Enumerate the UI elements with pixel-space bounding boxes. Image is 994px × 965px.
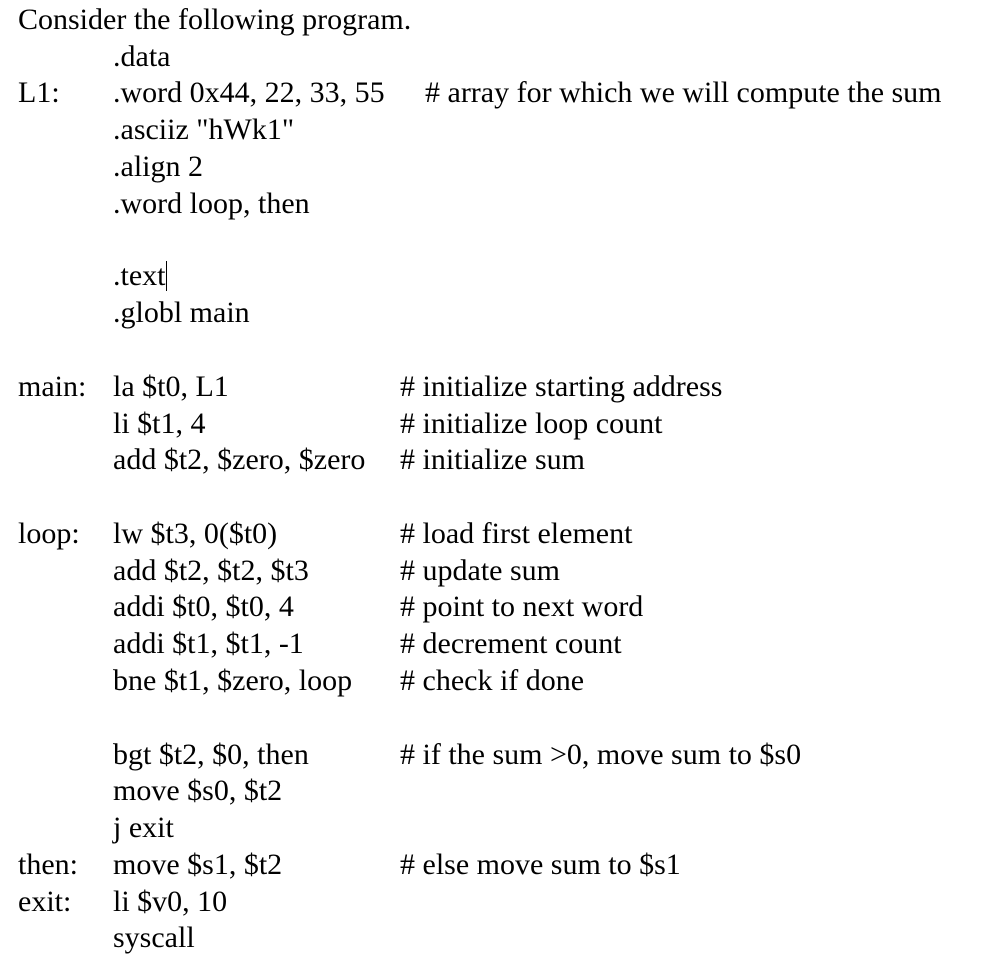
bgt-code: bgt $t2, $0, then	[113, 738, 309, 771]
move-s0-code: move $s0, $t2	[113, 774, 283, 807]
li-v0-code: li $v0, 10	[113, 885, 228, 918]
add-sum-comment: # update sum	[400, 554, 560, 587]
main-code: la $t0, L1	[113, 370, 229, 403]
l1-code: .word 0x44, 22, 33, 55	[113, 76, 385, 109]
j-exit-code: j exit	[113, 811, 174, 844]
l1-label: L1:	[18, 76, 60, 109]
add-sum-code: add $t2, $t2, $t3	[113, 554, 309, 587]
text-cursor	[166, 261, 168, 291]
addi-t0-code: addi $t0, $t0, 4	[113, 590, 294, 623]
main-comment: # initialize starting address	[400, 370, 723, 403]
move-s1-comment: # else move sum to $s1	[400, 848, 681, 881]
addi-t1-comment: # decrement count	[400, 627, 622, 660]
globl-line: .globl main	[113, 296, 250, 329]
intro-text: Consider the following program.	[18, 3, 412, 36]
li-t1-code: li $t1, 4	[113, 407, 206, 440]
addi-t0-comment: # point to next word	[400, 590, 644, 623]
add-t2-code: add $t2, $zero, $zero	[113, 443, 366, 476]
then-label: then:	[18, 848, 78, 881]
bne-code: bne $t1, $zero, loop	[113, 664, 353, 697]
main-label: main:	[18, 370, 87, 403]
bgt-comment: # if the sum >0, move sum to $s0	[400, 738, 802, 771]
data-directive: .data	[113, 40, 171, 73]
exit-label: exit:	[18, 885, 72, 918]
word-loop-line: .word loop, then	[113, 187, 310, 220]
lw-comment: # load first element	[400, 517, 633, 550]
move-s1-code: move $s1, $t2	[113, 848, 283, 881]
add-t2-comment: # initialize sum	[400, 443, 585, 476]
li-t1-comment: # initialize loop count	[400, 407, 663, 440]
addi-t1-code: addi $t1, $t1, -1	[113, 627, 304, 660]
asciiz-line: .asciiz "hWk1"	[113, 113, 295, 146]
text-directive-line[interactable]	[113, 258, 167, 294]
lw-code: lw $t3, 0($t0)	[113, 517, 278, 550]
align-line: .align 2	[113, 150, 203, 183]
l1-comment: # array for which we will compute the sum	[425, 76, 942, 109]
text-directive: .text	[113, 259, 166, 292]
bne-comment: # check if done	[400, 664, 585, 697]
syscall-code: syscall	[113, 921, 195, 954]
loop-label: loop:	[18, 517, 80, 550]
